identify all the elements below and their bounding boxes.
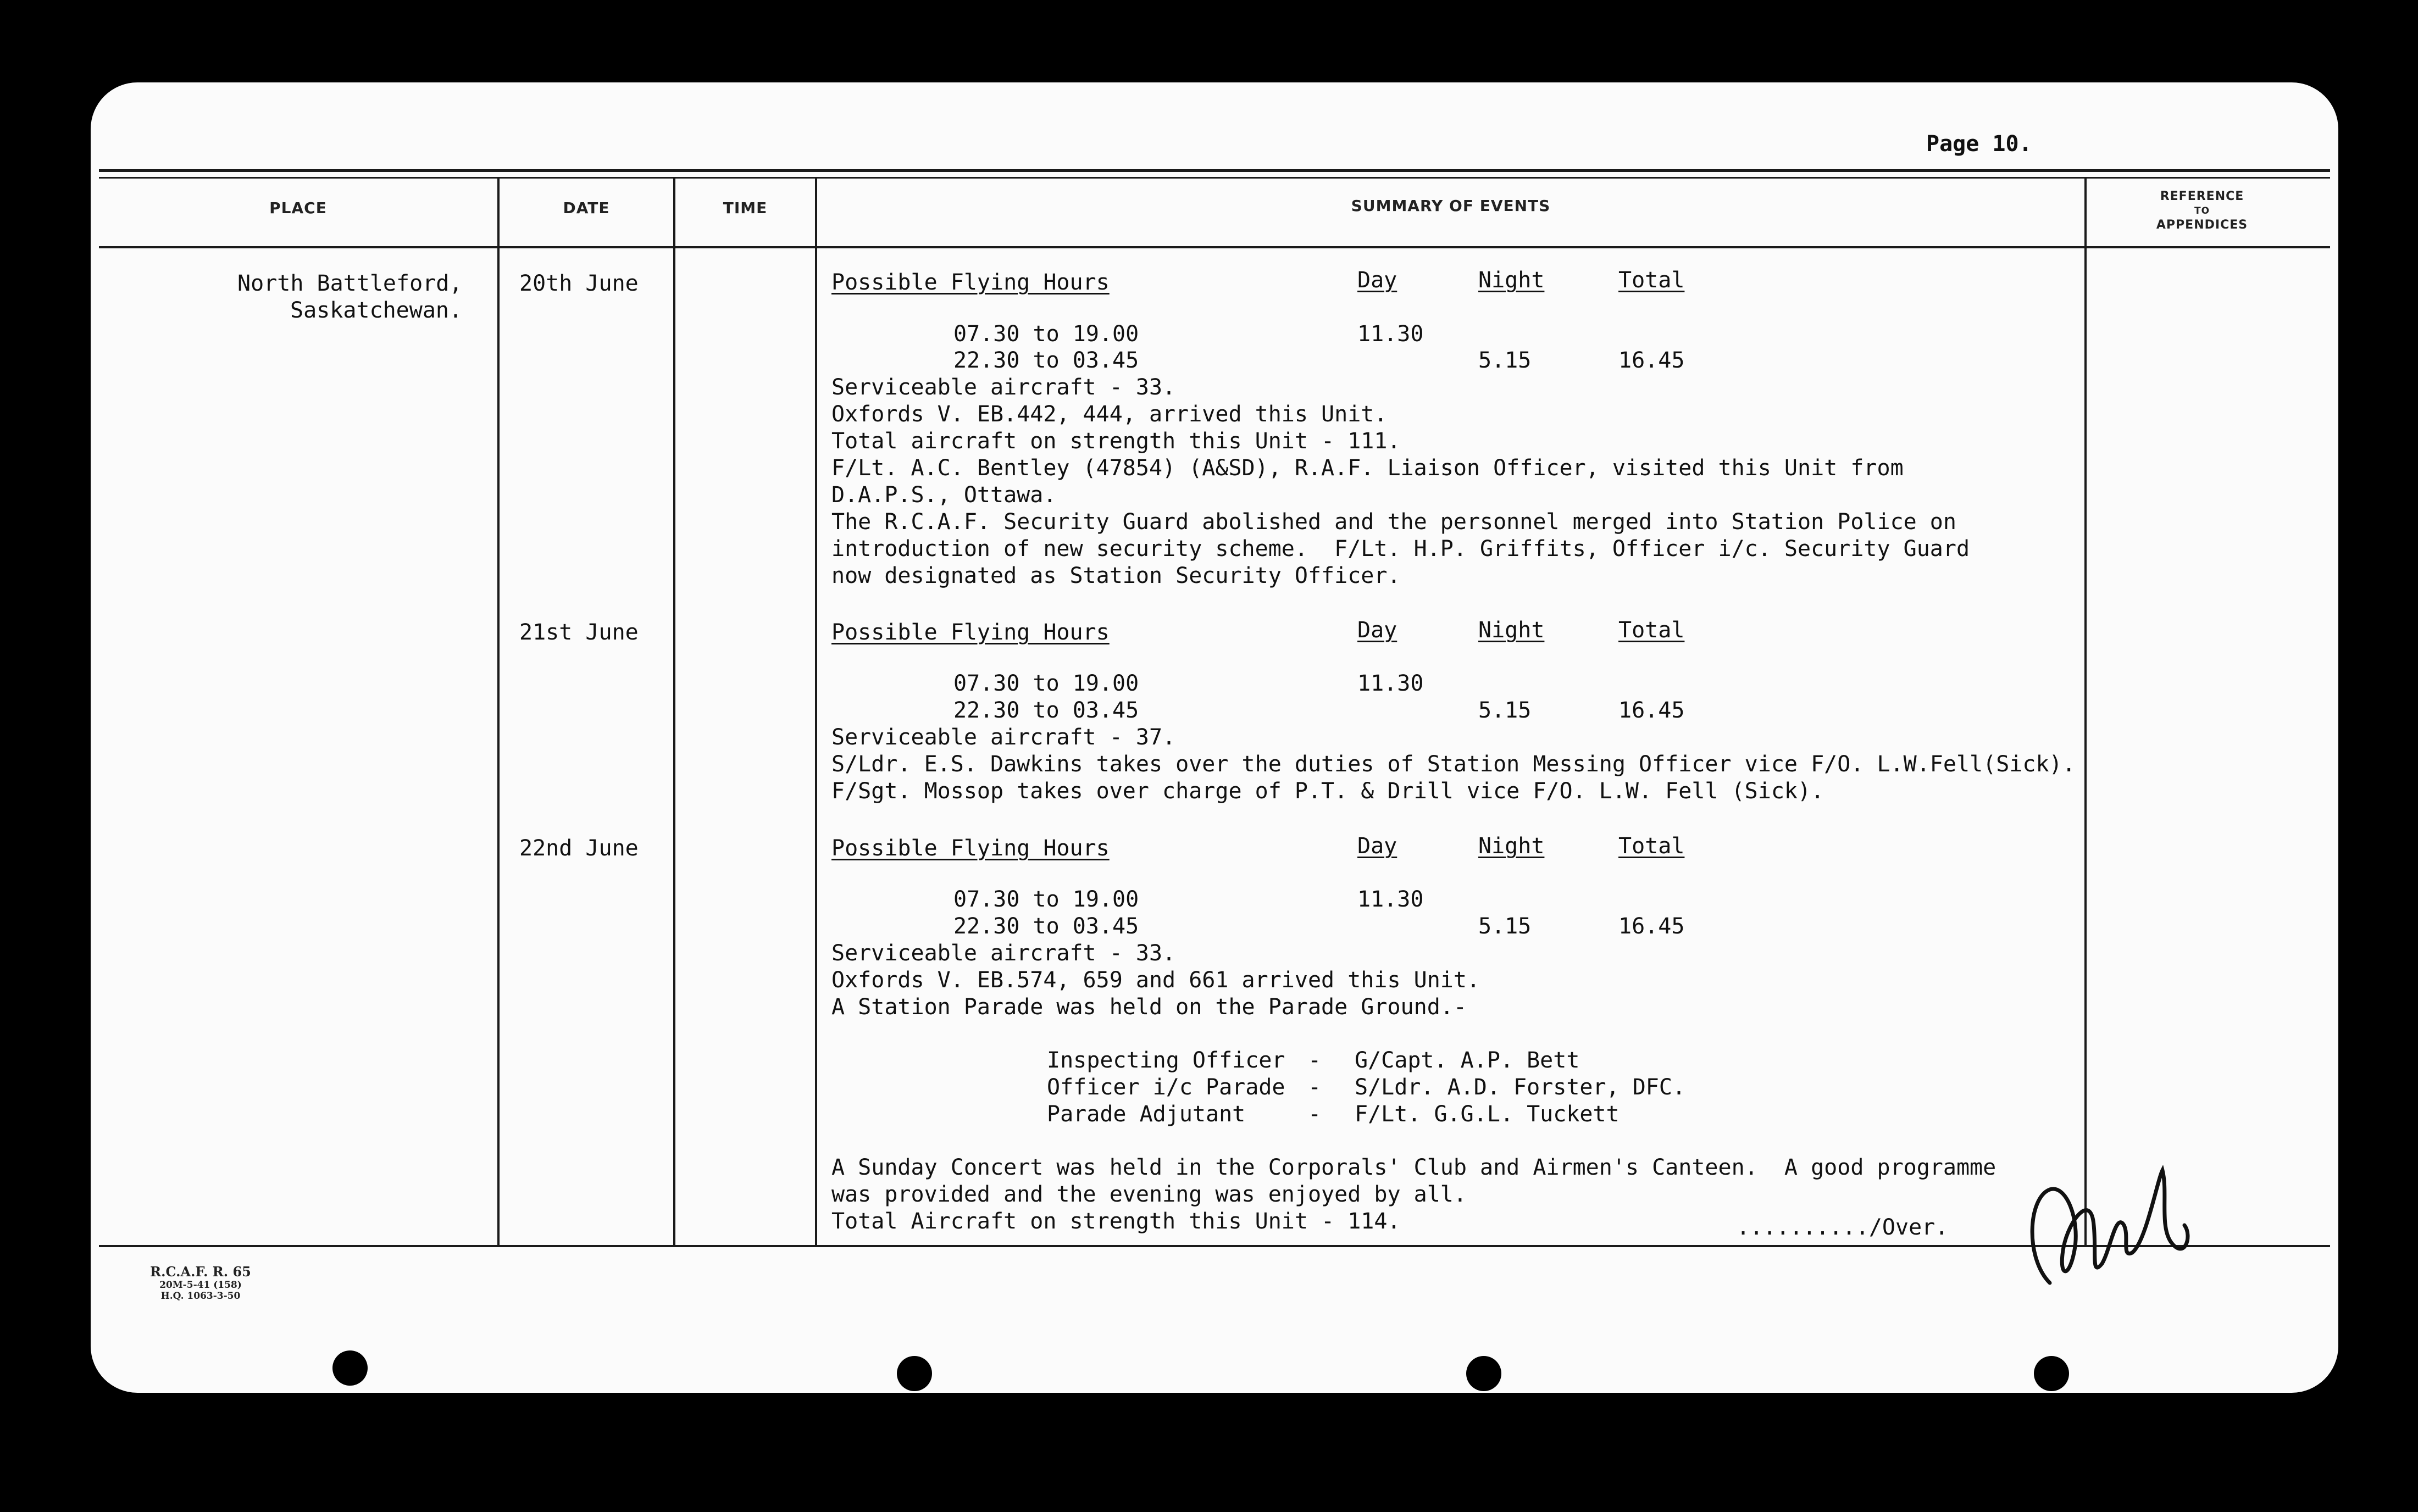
event-line: A Station Parade was held on the Parade Ground.- — [831, 994, 1467, 1020]
top-rule — [99, 169, 2330, 172]
event-line: A Sunday Concert was held in the Corporals' Club and Airmen's Canteen. A good programme — [831, 1155, 1996, 1180]
flying-row-2: 22.30 to 03.45 — [953, 348, 1139, 373]
col-divider-time — [815, 179, 817, 1246]
parade-name: S/Ldr. A.D. Forster, DFC. — [1355, 1075, 1686, 1100]
event-line: was provided and the evening was enjoyed by all. — [831, 1182, 1467, 1207]
flying-col-total: Total — [1618, 618, 1685, 643]
parade-dash: - — [1308, 1102, 1322, 1127]
header-reference-line3: APPENDICES — [2156, 218, 2248, 232]
header-reference — [2087, 188, 2317, 234]
binder-hole — [897, 1356, 932, 1391]
flying-hours-label: Possible Flying Hours — [831, 620, 1110, 645]
flying-hours-label: Possible Flying Hours — [831, 836, 1110, 861]
flying-col-night: Night — [1478, 833, 1545, 859]
date-20th-june: 20th June — [519, 271, 639, 296]
flying-col-total: Total — [1618, 833, 1685, 859]
parade-role: Officer i/c Parade — [1047, 1075, 1285, 1100]
date-21st-june: 21st June — [519, 620, 639, 645]
flying-row-1: 07.30 to 19.00 — [953, 321, 1139, 347]
header-reference-line1: REFERENCE — [2160, 190, 2244, 203]
flying-row-2: 22.30 to 03.45 — [953, 914, 1139, 939]
flying-row-2: 22.30 to 03.45 — [953, 698, 1139, 723]
flying-hours-label: Possible Flying Hours — [831, 270, 1110, 295]
flying-row-2-night: 5.15 — [1478, 348, 1532, 373]
form-line-2: 20M-5-41 (158) — [159, 1280, 242, 1291]
header-summary: SUMMARY OF EVENTS — [1351, 197, 1551, 215]
header-time: TIME — [723, 199, 768, 217]
page-number: Page 10. — [1926, 131, 2032, 157]
event-line: introduction of new security scheme. F/Lt. H.P. Griffits, Officer i/c. Security Guard — [831, 536, 1970, 562]
flying-row-2-total: 16.45 — [1618, 348, 1685, 373]
flying-row-2-night: 5.15 — [1478, 698, 1532, 723]
flying-col-day: Day — [1357, 268, 1397, 293]
flying-row-2-total: 16.45 — [1618, 698, 1685, 723]
parade-role: Parade Adjutant — [1047, 1102, 1246, 1127]
event-line: Total Aircraft on strength this Unit - 114. — [831, 1209, 1401, 1234]
header-reference-line2: TO — [2194, 205, 2210, 216]
header-rule — [99, 246, 2330, 248]
form-line-1: R.C.A.F. R. 65 — [150, 1264, 251, 1280]
event-line: Serviceable aircraft - 33. — [831, 375, 1176, 400]
flying-col-total: Total — [1618, 268, 1685, 293]
event-line: Serviceable aircraft - 37. — [831, 725, 1176, 750]
col-divider-summary — [2084, 179, 2087, 1246]
handwritten-signature — [1998, 1159, 2212, 1297]
flying-row-1-day: 11.30 — [1357, 887, 1424, 912]
flying-row-1: 07.30 to 19.00 — [953, 887, 1139, 912]
flying-col-day: Day — [1357, 618, 1397, 643]
event-line: Oxfords V. EB.574, 659 and 661 arrived this Unit. — [831, 968, 1480, 993]
event-line: Oxfords V. EB.442, 444, arrived this Unit. — [831, 402, 1388, 427]
parade-dash: - — [1308, 1048, 1322, 1073]
record-sheet — [91, 82, 2338, 1393]
flying-row-2-total: 16.45 — [1618, 914, 1685, 939]
top-rule-thin — [99, 177, 2330, 179]
binder-hole — [2034, 1356, 2069, 1391]
col-divider-place — [497, 179, 500, 1246]
flying-row-1-day: 11.30 — [1357, 671, 1424, 696]
parade-role: Inspecting Officer — [1047, 1048, 1285, 1073]
bottom-rule — [99, 1245, 2330, 1247]
parade-dash: - — [1308, 1075, 1322, 1100]
form-number — [129, 1264, 272, 1302]
event-line: F/Sgt. Mossop takes over charge of P.T. & Drill vice F/O. L.W. Fell (Sick). — [831, 779, 1824, 804]
event-line: F/Lt. A.C. Bentley (47854) (A&SD), R.A.F. Liaison Officer, visited this Unit from — [831, 455, 1904, 481]
event-line: The R.C.A.F. Security Guard abolished and the personnel merged into Station Police on — [831, 509, 1956, 535]
date-22nd-june: 22nd June — [519, 836, 639, 861]
header-place: PLACE — [269, 199, 327, 217]
binder-hole — [1466, 1356, 1501, 1391]
event-line: S/Ldr. E.S. Dawkins takes over the duties of Station Messing Officer vice F/O. L.W.Fell(Sick). — [831, 752, 2076, 777]
flying-col-day: Day — [1357, 833, 1397, 859]
binder-hole — [332, 1350, 368, 1386]
flying-col-night: Night — [1478, 618, 1545, 643]
flying-col-night: Night — [1478, 268, 1545, 293]
event-line: Serviceable aircraft - 33. — [831, 941, 1176, 966]
event-line: Total aircraft on strength this Unit - 111. — [831, 429, 1401, 454]
parade-name: G/Capt. A.P. Bett — [1355, 1048, 1580, 1073]
flying-row-1-day: 11.30 — [1357, 321, 1424, 347]
over-note: ........../Over. — [1737, 1215, 1949, 1240]
event-line: D.A.P.S., Ottawa. — [831, 482, 1057, 508]
place-line-1: North Battleford, — [237, 271, 463, 296]
col-divider-date — [673, 179, 675, 1246]
parade-name: F/Lt. G.G.L. Tuckett — [1355, 1102, 1620, 1127]
event-line: now designated as Station Security Officer. — [831, 563, 1401, 588]
flying-row-2-night: 5.15 — [1478, 914, 1532, 939]
flying-row-1: 07.30 to 19.00 — [953, 671, 1139, 696]
place-line-2: Saskatchewan. — [290, 298, 463, 323]
header-date: DATE — [563, 199, 610, 217]
form-line-3: H.Q. 1063-3-50 — [160, 1291, 241, 1302]
